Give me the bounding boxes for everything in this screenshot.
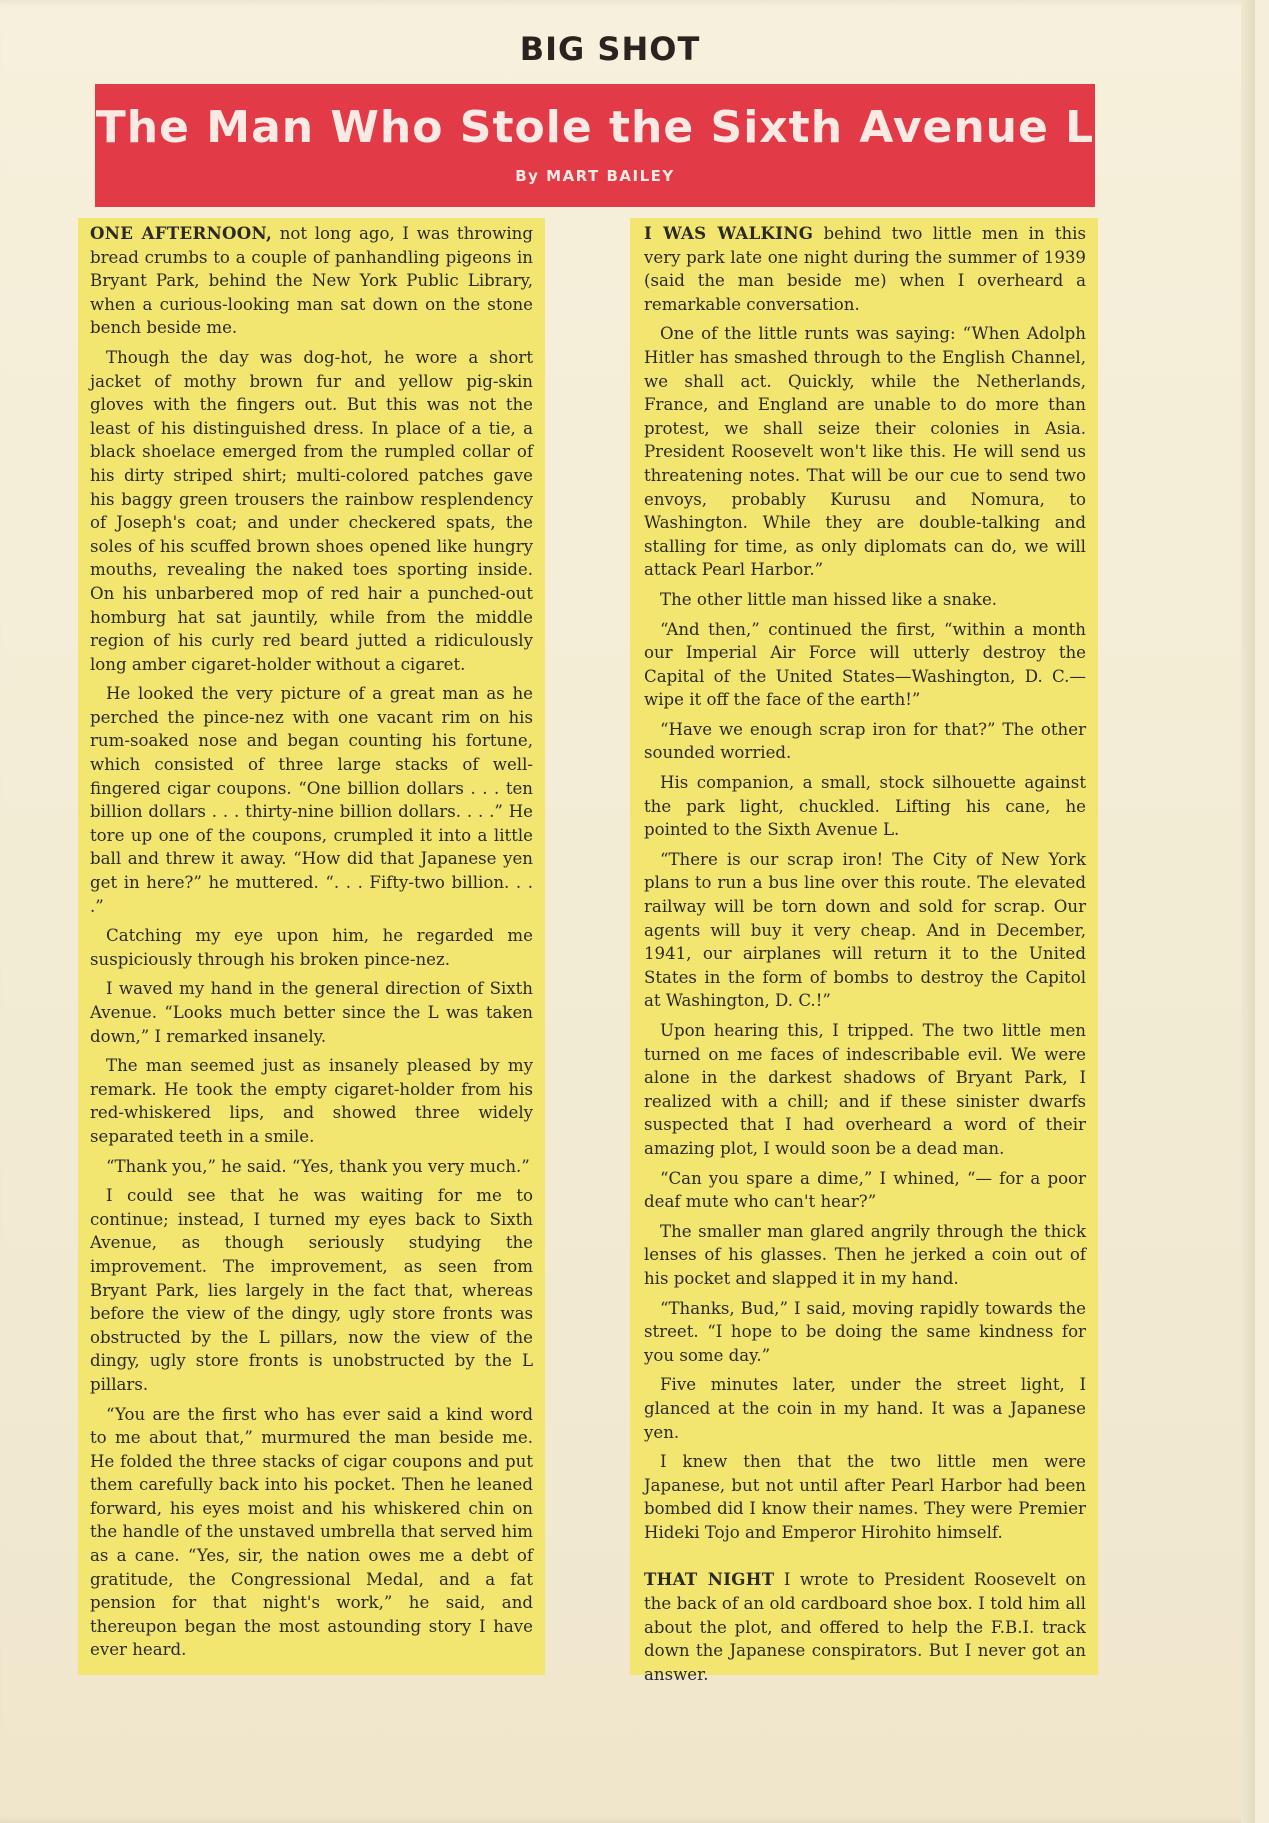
article-byline: By MART BAILEY: [515, 167, 675, 185]
paragraph: “You are the first who has ever said a kind word to me about that,” murmured the man beside me. He folded the three stacks of cigar coupons and put them carefully back into his pocket. Then he leaned forward, his eyes moist and his whiskered chin on the handle of the unstaved umbrella that served him as a cane. “Yes, sir, the nation owes me a debt of gratitude, the Congressional Medal, and a fat pension for that night's work,” he said, and thereupon began the most astounding story I have ever heard.: [90, 1404, 533, 1660]
lead-in: I WAS WALKING: [644, 223, 814, 243]
paragraph: One of the little runts was saying: “When Adolph Hitler has smashed through to the English Channel, we shall act. Quickly, while the Netherlands, France, and England are unable to do more than protest, we shall seize their colonies in Asia. President Roosevelt won't like this. He will send us threatening notes. That will be our cue to send two envoys, probably Kurusu and Nomura, to Washington. While they are double-talking and stalling for time, as only diplomats can do, we will attack Pearl Harbor.”: [644, 324, 1086, 580]
paragraph: “And then,” continued the first, “within a month our Imperial Air Force will utterly destroy the Capital of the United States—Washington, D. C.—wipe it off the face of the earth!”: [644, 619, 1086, 710]
paragraph: I waved my hand in the general direction of Sixth Avenue. “Looks much better since the L was taken down,” I remarked insanely.: [90, 979, 533, 1046]
paragraph: ONE AFTERNOON, not long ago, I was throwing bread crumbs to a couple of panhandling pigeons in Bryant Park, behind the New York Public Library, when a curious-looking man sat down on the stone bench beside me.: [90, 223, 533, 338]
paragraph: I knew then that the two little men were Japanese, but not until after Pearl Harbor had been bombed did I know their names. They were Premier Hideki Tojo and Emperor Hirohito himself.: [644, 1452, 1086, 1542]
left-column: [78, 218, 545, 1675]
paragraph: “Thanks, Bud,” I said, moving rapidly towards the street. “I hope to be doing the same kindness for you some day.”: [644, 1298, 1086, 1365]
right-column: [630, 218, 1098, 1684]
paragraph: The man seemed just as insanely pleased by my remark. He took the empty cigaret-holder from his red-whiskered lips, and showed three widely separated teeth in a smile.: [90, 1056, 533, 1146]
paragraph: Upon hearing this, I tripped. The two little men turned on me faces of indescribable evil. We were alone in the darkest shadows of Bryant Park, I realized with a chill; and if these sinister dwarfs suspected that I had overheard a word of their amazing plot, I would soon be a dead man.: [644, 1021, 1086, 1158]
paragraph: THAT NIGHT I wrote to President Roosevelt on the back of an old cardboard shoe box. I told him all about the plot, and offered to help the F.B.I. track down the Japanese conspirators. But I never got an answer.: [644, 1569, 1087, 1684]
masthead: BIG SHOT: [519, 30, 701, 68]
article-title: The Man Who Stole the Sixth Avenue L: [95, 102, 1095, 153]
paragraph: I could see that he was waiting for me to continue; instead, I turned my eyes back to Sixth Avenue, as though seriously studying the improvement. The improvement, as seen from Bryant Park, lies largely in the fact that, whereas before the view of the dingy, ugly store fronts was obstructed by the L pillars, now the view of the dingy, ugly store fronts is unobstructed by the L pillars.: [90, 1186, 533, 1394]
title-banner: [95, 84, 1095, 207]
paragraph: “Have we enough scrap iron for that?” The other sounded worried.: [644, 719, 1086, 763]
paragraph: Five minutes later, under the street light, I glanced at the coin in my hand. It was a Japanese yen.: [644, 1375, 1086, 1442]
paragraph: Though the day was dog-hot, he wore a short jacket of mothy brown fur and yellow pig-skin gloves with the fingers out. But this was not the least of his distinguished dress. In place of a tie, a black shoelace emerged from the rumpled collar of his dirty striped shirt; multi-colored patches gave his baggy green trousers the rainbow resplendency of Joseph's coat; and under checkered spats, the soles of his scuffed brown shoes opened like hungry mouths, revealing the naked toes sporting inside. On his unbarbered mop of red hair a punched-out homburg hat sat jauntily, while from the middle region of his curly red beard jutted a ridiculously long amber cigaret-holder without a cigaret.: [90, 347, 533, 674]
lead-in: ONE AFTERNOON,: [90, 223, 273, 243]
paragraph: “There is our scrap iron! The City of New York plans to run a bus line over this route. The elevated railway will be torn down and sold for scrap. Our agents will buy it very cheap. And in December, 1941, our airplanes will return it to the United States in the form of bombs to destroy the Capitol at Washington, D. C.!”: [644, 849, 1086, 1011]
paragraph: “Thank you,” he said. “Yes, thank you very much.”: [106, 1156, 530, 1176]
paragraph: Catching my eye upon him, he regarded me suspiciously through his broken pince-nez.: [90, 926, 533, 969]
page-edge: [1241, 0, 1255, 1823]
paragraph: I WAS WALKING behind two little men in this very park late one night during the summer of 1939 (said the man beside me) when I overheard a remarkable conversation.: [644, 223, 1086, 314]
paragraph: “Can you spare a dime,” I whined, “— for a poor deaf mute who can't hear?”: [644, 1168, 1086, 1212]
paragraph: The other little man hissed like a snake.: [660, 589, 998, 609]
paragraph: The smaller man glared angrily through the thick lenses of his glasses. Then he jerked a coin out of his pocket and slapped it in my hand.: [644, 1221, 1086, 1288]
lead-in: THAT NIGHT: [644, 1569, 775, 1590]
paragraph: His companion, a small, stock silhouette against the park light, chuckled. Lifting his cane, he pointed to the Sixth Avenue L.: [644, 773, 1086, 840]
paragraph: He looked the very picture of a great man as he perched the pince-nez with one vacant rim on his rum-soaked nose and began counting his fortune, which consisted of three large stacks of well-fingered cigar coupons. “One billion dollars . . . ten billion dollars . . . thirty-nine billion dollars. . . .” He tore up one of the coupons, crumpled it into a little ball and threw it away. “How did that Japanese yen get in here?” he muttered. “. . . Fifty-two billion. . . .”: [90, 684, 533, 916]
